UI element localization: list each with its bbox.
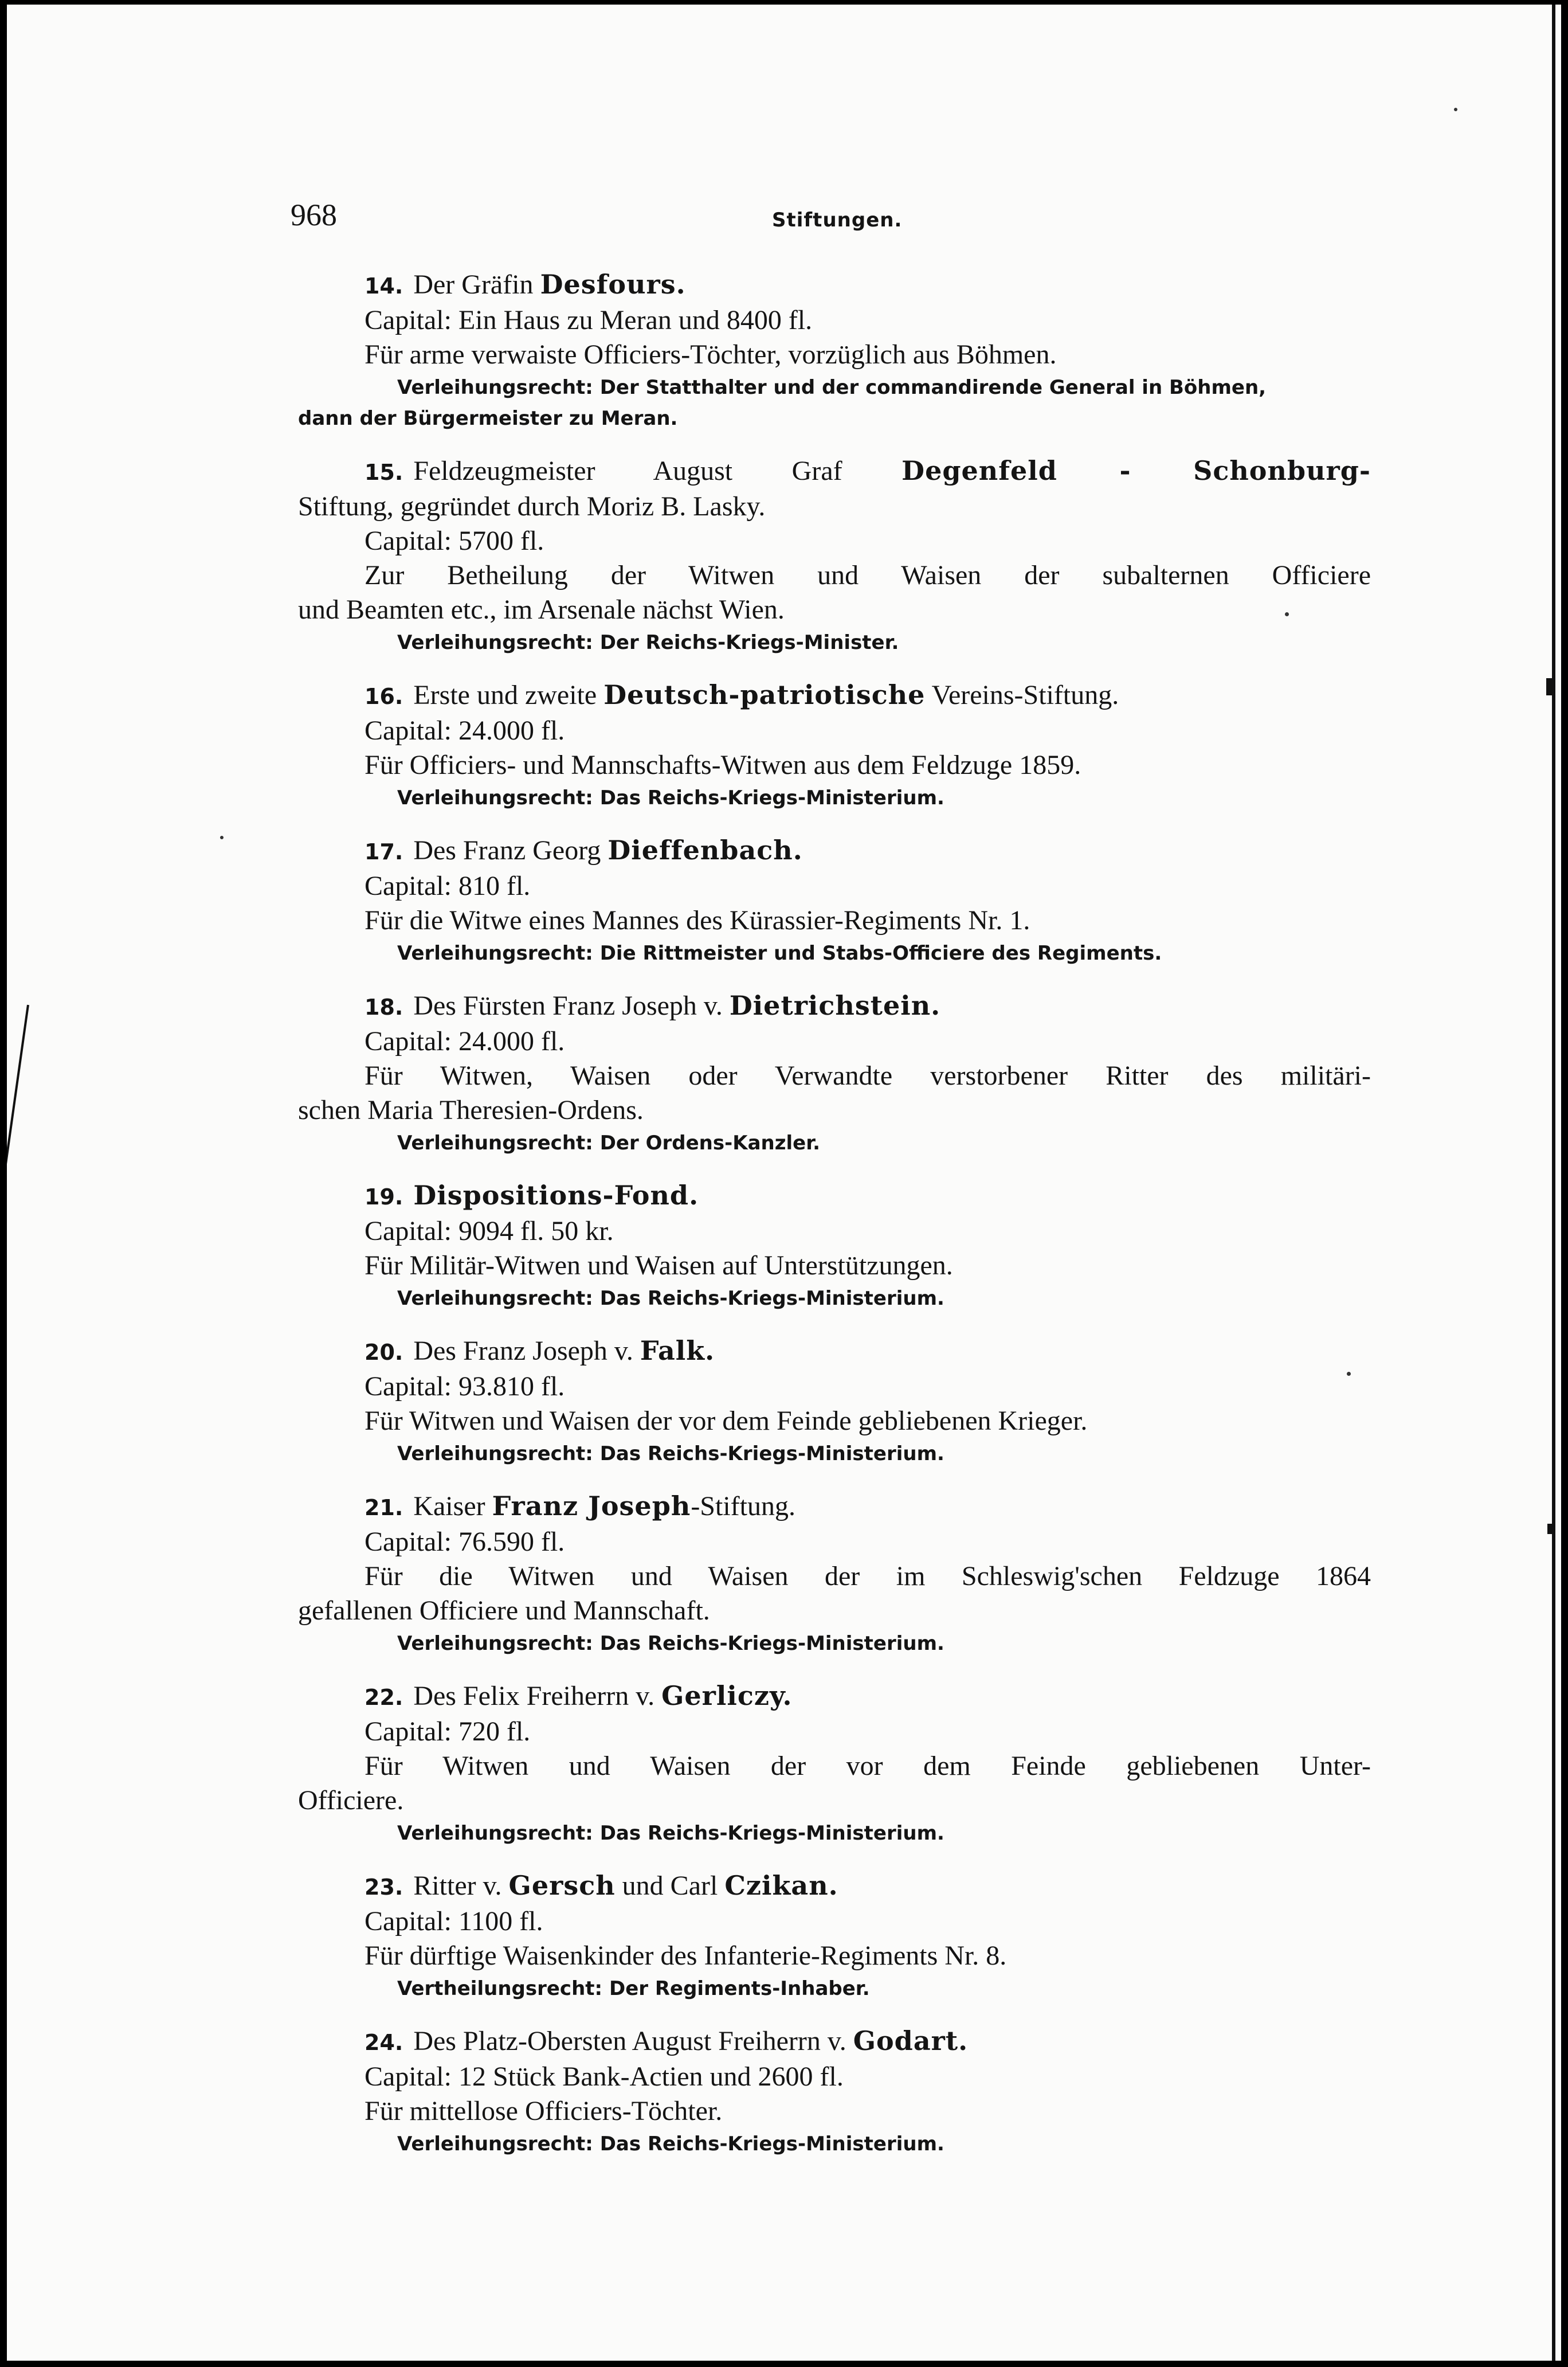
- right-edge-mark-1: [1546, 678, 1553, 695]
- entry-capital: Capital: 810 fl.: [364, 871, 531, 901]
- entry-rights: Verleihungsrecht: Das Reichs-Kriegs-Ministerium.: [397, 1632, 944, 1655]
- page-number: 968: [291, 198, 337, 232]
- entry-capital: Capital: 720 fl.: [364, 1716, 531, 1747]
- entry-rights: Verleihungsrecht: Das Reichs-Kriegs-Ministerium.: [397, 787, 944, 809]
- entry-heading: 15. Feldzeugmeister August Graf Degenfeld - Schonburg-: [364, 455, 1371, 486]
- entry-rights: Verleihungsrecht: Das Reichs-Kriegs-Ministerium.: [397, 1442, 944, 1465]
- entry-heading-continued: Stiftung, gegründet durch Moriz B. Lasky.: [298, 491, 766, 522]
- entry-purpose: Für mittellose Officiers-Töchter.: [364, 2096, 723, 2126]
- entry-heading: 17. Des Franz Georg Dieffenbach.: [364, 835, 803, 866]
- foundation-entry-17: [298, 833, 1371, 969]
- entry-heading: 24. Des Platz-Obersten August Freiherrn v. Godart.: [364, 2025, 969, 2056]
- entry-purpose-continued: und Beamten etc., im Arsenale nächst Wien.: [298, 594, 785, 625]
- entry-purpose: Für Witwen und Waisen der vor dem Feinde gebliebenen Krieger.: [364, 1406, 1088, 1436]
- entry-capital: Capital: Ein Haus zu Meran und 8400 fl.: [364, 305, 813, 335]
- entry-purpose-continued: schen Maria Theresien-Ordens.: [298, 1095, 644, 1125]
- entry-heading: 16. Erste und zweite Deutsch-patriotische Vereins-Stiftung.: [364, 679, 1119, 710]
- foundation-entry-16: [298, 678, 1371, 813]
- entry-rights: Vertheilungsrecht: Der Regiments-Inhaber.: [397, 1977, 870, 2000]
- foundation-entry-21: [298, 1489, 1371, 1659]
- entry-capital: Capital: 24.000 fl.: [364, 715, 565, 746]
- entry-capital: Capital: 76.590 fl.: [364, 1527, 565, 1557]
- book-page: [7, 5, 1561, 2361]
- entry-capital: Capital: 1100 fl.: [364, 1906, 543, 1936]
- entry-purpose: Für Witwen und Waisen der vor dem Feinde gebliebenen Unter-: [364, 1751, 1371, 1781]
- right-edge-line: [1552, 5, 1555, 2361]
- entry-rights: Verleihungsrecht: Der Statthalter und der commandirende General in Böhmen,: [397, 376, 1267, 399]
- entry-capital: Capital: 5700 fl.: [364, 526, 544, 556]
- foundation-entry-23: [298, 1868, 1371, 2004]
- entry-capital: Capital: 9094 fl. 50 kr.: [364, 1216, 614, 1246]
- entry-rights: Verleihungsrecht: Der Reichs-Kriegs-Minister.: [397, 631, 899, 654]
- entry-heading: 21. Kaiser Franz Joseph-Stiftung.: [364, 1490, 795, 1521]
- entry-capital: Capital: 24.000 fl.: [364, 1026, 565, 1057]
- entry-purpose: Für die Witwe eines Mannes des Kürassier-Regiments Nr. 1.: [364, 905, 1030, 936]
- foundation-entry-19: [298, 1178, 1371, 1314]
- entry-purpose: Für Officiers- und Mannschafts-Witwen aus dem Feldzuge 1859.: [364, 750, 1081, 780]
- entry-heading: 23. Ritter v. Gersch und Carl Czikan.: [364, 1870, 838, 1901]
- entry-rights: Verleihungsrecht: Der Ordens-Kanzler.: [397, 1132, 821, 1155]
- entry-rights: Verleihungsrecht: Das Reichs-Kriegs-Ministerium.: [397, 2133, 944, 2155]
- foundation-entry-18: [298, 988, 1371, 1159]
- left-edge-stroke: [7, 1005, 29, 1243]
- entry-purpose: Für die Witwen und Waisen der im Schleswig'schen Feldzuge 1864: [364, 1561, 1371, 1591]
- entry-heading: 18. Des Fürsten Franz Joseph v. Dietrichstein.: [364, 990, 941, 1021]
- entry-capital: Capital: 12 Stück Bank-Actien und 2600 fl.: [364, 2061, 844, 2092]
- entry-purpose: Für Witwen, Waisen oder Verwandte verstorbener Ritter des militäri-: [364, 1061, 1371, 1091]
- foundation-list: [298, 267, 1371, 2179]
- speck-2: [220, 836, 224, 839]
- entry-purpose: Für dürftige Waisenkinder des Infanterie-Regiments Nr. 8.: [364, 1940, 1007, 1971]
- entry-heading: 14. Der Gräfin Desfours.: [364, 269, 686, 300]
- entry-rights: Verleihungsrecht: Die Rittmeister und Stabs-Officiere des Regiments.: [397, 942, 1162, 965]
- entry-rights: Verleihungsrecht: Das Reichs-Kriegs-Ministerium.: [397, 1287, 944, 1310]
- foundation-entry-15: [298, 453, 1371, 658]
- foundation-entry-20: [298, 1333, 1371, 1469]
- entry-purpose: Für Militär-Witwen und Waisen auf Unterstützungen.: [364, 1250, 953, 1281]
- entry-purpose: Für arme verwaiste Officiers-Töchter, vorzüglich aus Böhmen.: [364, 339, 1057, 370]
- entry-heading: 22. Des Felix Freiherrn v. Gerliczy.: [364, 1680, 793, 1711]
- entry-heading: 19. Dispositions-Fond.: [364, 1180, 699, 1211]
- entry-purpose-continued: gefallenen Officiere und Mannschaft.: [298, 1595, 710, 1626]
- foundation-entry-24: [298, 2024, 1371, 2159]
- right-edge-mark-2: [1547, 1524, 1553, 1534]
- running-head: [291, 199, 1368, 245]
- entry-purpose: Zur Betheilung der Witwen und Waisen der subalternen Officiere: [364, 560, 1371, 590]
- entry-heading: 20. Des Franz Joseph v. Falk.: [364, 1335, 715, 1366]
- foundation-entry-14: [298, 267, 1371, 434]
- entry-rights: Verleihungsrecht: Das Reichs-Kriegs-Ministerium.: [397, 1822, 944, 1845]
- entry-rights-continued: dann der Bürgermeister zu Meran.: [298, 407, 678, 430]
- entry-purpose-continued: Officiere.: [298, 1785, 404, 1816]
- foundation-entry-22: [298, 1679, 1371, 1849]
- entry-capital: Capital: 93.810 fl.: [364, 1371, 565, 1402]
- speck-1: [1454, 108, 1457, 111]
- running-title: Stiftungen.: [772, 209, 903, 232]
